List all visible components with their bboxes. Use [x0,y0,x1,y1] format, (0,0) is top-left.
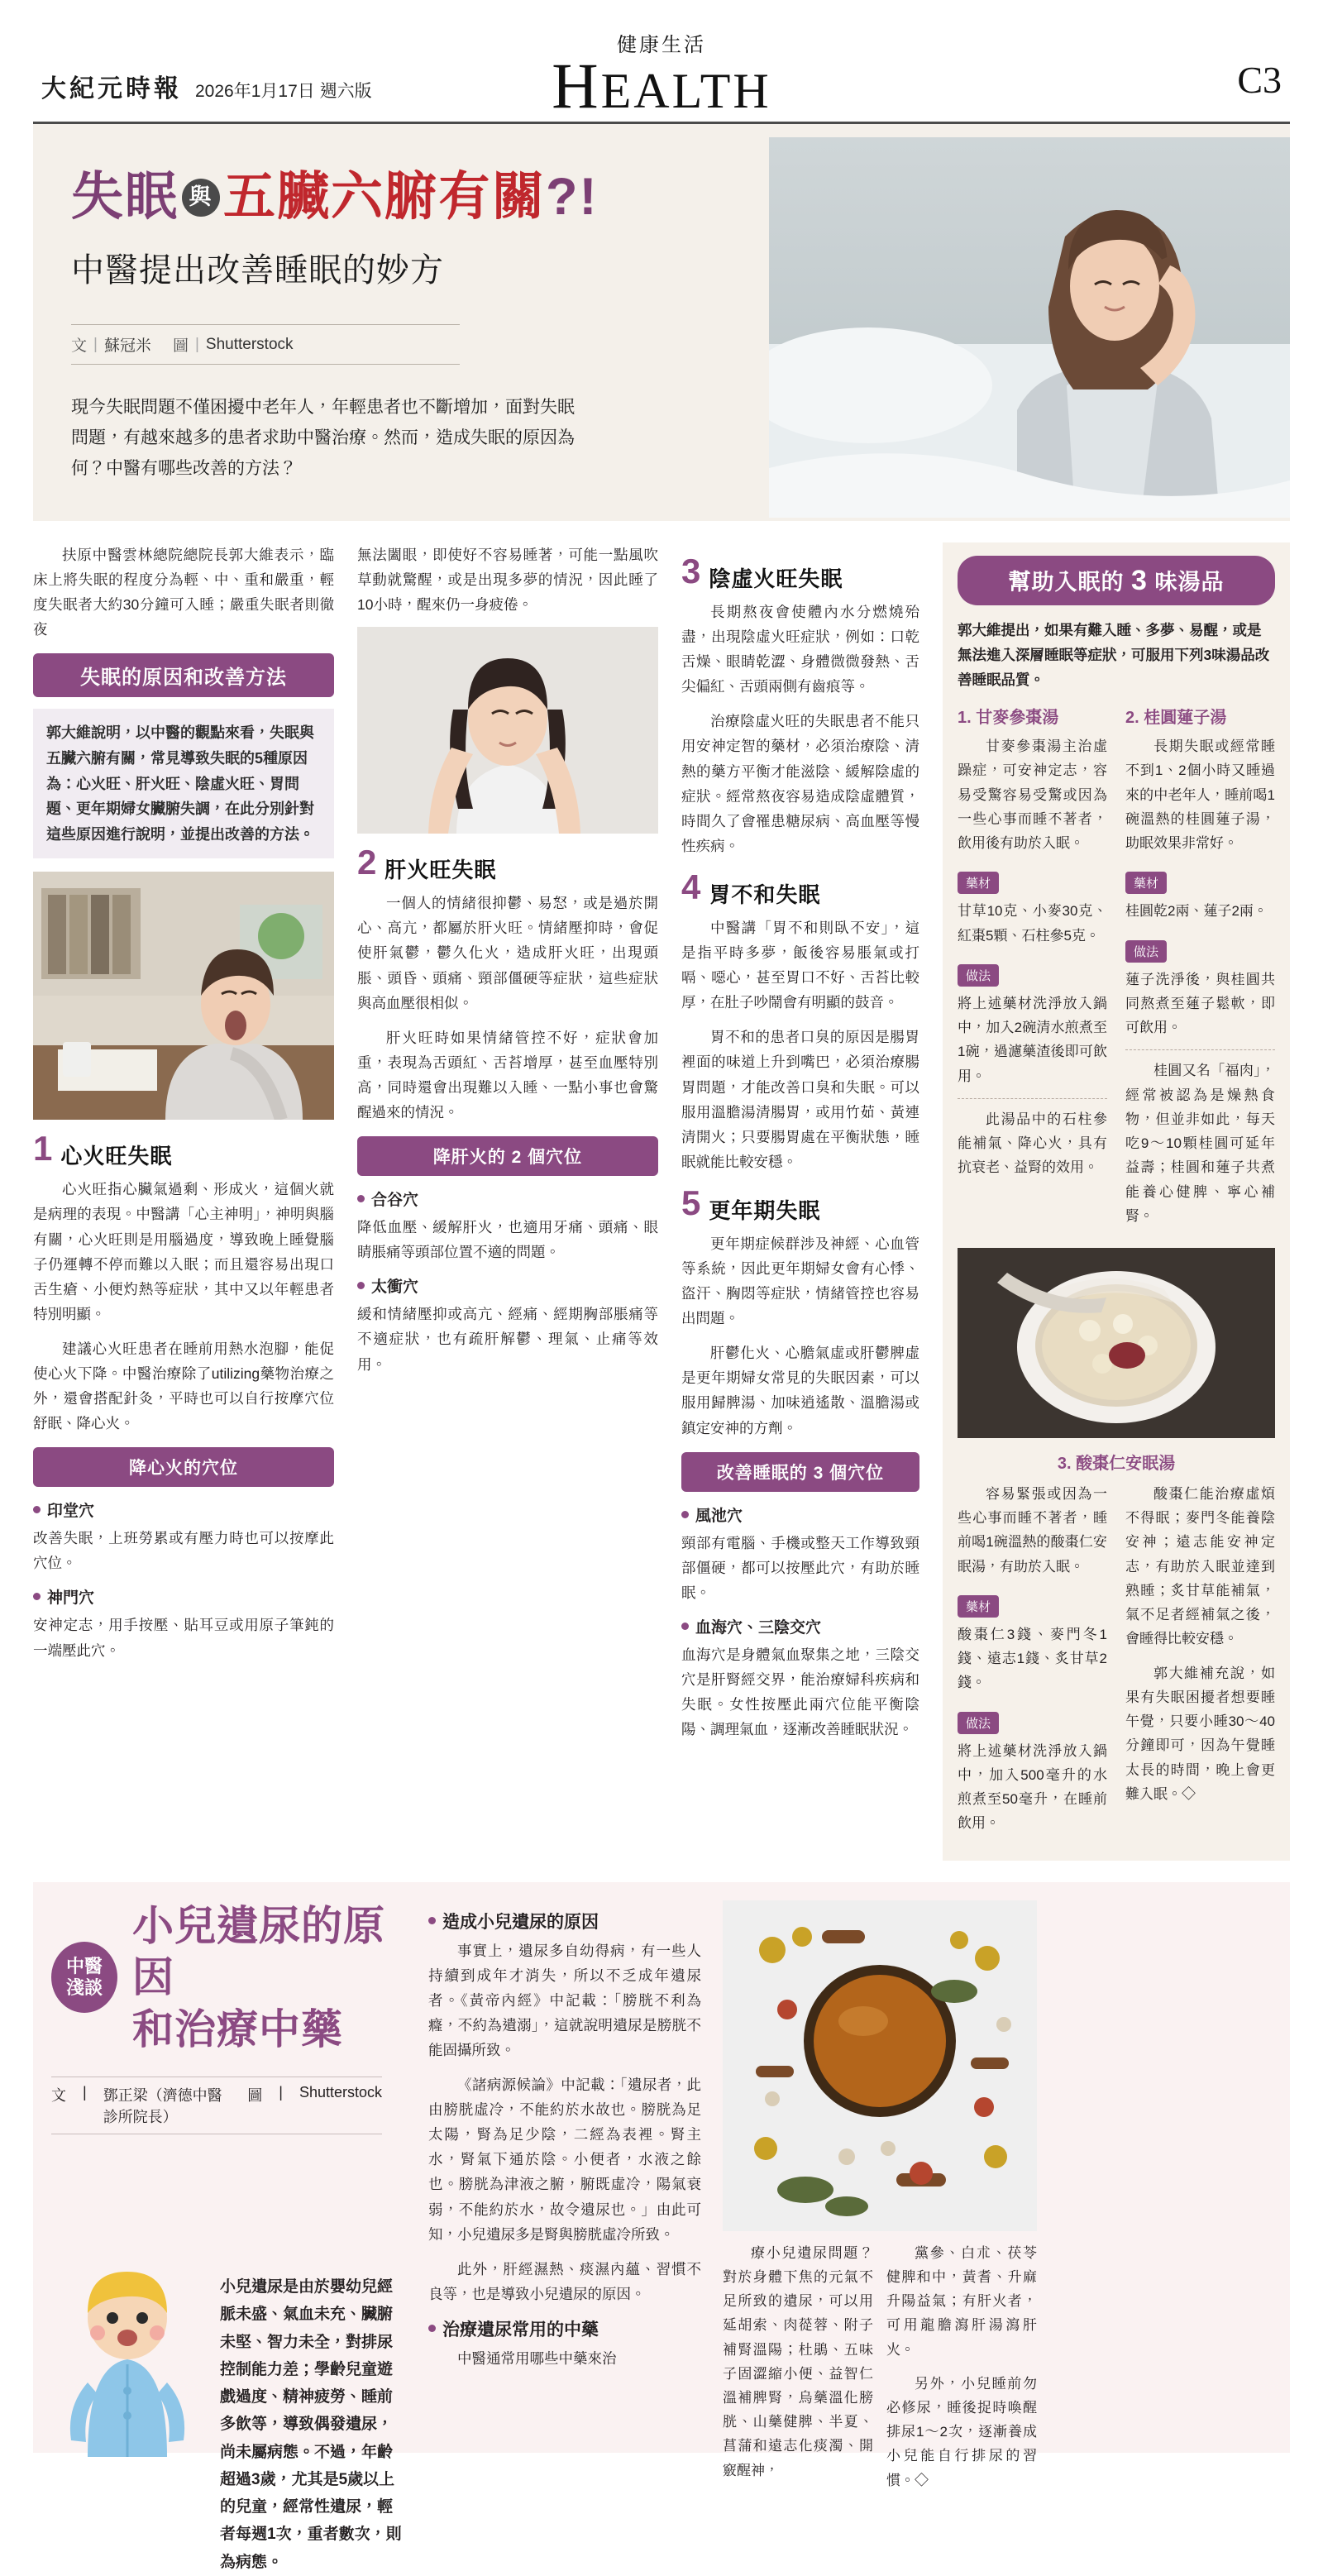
col1-photo-illustration [33,872,334,1120]
cause-5-number: 5 [681,1183,701,1222]
hero-headline-part1: 失眠 [71,168,179,226]
acupoint-heart-2-desc: 安神定志，用手按壓、貼耳豆或用原子筆鈍的一端壓此穴。 [33,1617,334,1659]
cause-item-2 [357,843,658,1376]
bottom-byline-divider-2: | [279,2084,283,2101]
soup-3-method-label: 做法 [958,1712,999,1734]
section-title-dropcap: H [552,50,601,122]
hero-banner [33,124,1290,521]
bottom-headline [132,1900,407,2056]
hero-headline-circle: 與 [182,179,220,217]
bottom-sec1-para-3: 此外，肝經濕熱、痰濕內蘊、習慣不良等，也是導致小兒遺尿的原因。 [428,2260,701,2302]
col2-photo-illustration [357,627,658,834]
bottom-photo-herbs [723,1900,1037,2231]
column-badge-line1: 中醫 [65,1955,103,1976]
kid-illustration-wrap [51,2258,208,2576]
bottom-right-para-2: 黨參、白朮、茯苓健脾和中，黃耆、升麻升陽益氣；有肝火者，可用龍膽瀉肝湯瀉肝火。 [886,2244,1037,2358]
bottom-article-mid [428,1900,701,2576]
acupoint-sleep-2-name: 血海穴、三陰交穴 [695,1618,822,1637]
page-number: C3 [1237,59,1282,101]
hero-byline [71,324,460,365]
acupoint-heart-1-name-row [33,1498,334,1521]
cause-3-para-2: 治療陰虛火旺的失眠患者不能只用安神定智的藥材，必須治療陰、清熱的藥方平衡才能滋陰、緩解陰虛的症狀。經常熬夜容易造成陰虛體質，時間久了會罹患糖尿病、高血壓等慢性疾病。 [681,713,919,854]
soup-3-right-para-1: 酸棗仁能治療虛煩不得眠；麥門冬能養陰安神；遠志能安神定志，有助於入眠並達到熟睡；炙甘草能補氣，氣不足者經補氣之後，會睡得比較安穩。 [1125,1486,1275,1647]
soup-item-3-left [958,1482,1107,1846]
acupoint-liver-2-name-row [357,1274,658,1297]
bullet-icon [357,1195,365,1202]
bottom-article-layout [51,1900,1272,2576]
masthead-left [41,68,372,104]
hero-photo-illustration [769,137,1290,518]
main-columns [33,542,1290,1861]
bottom-byline-text-label: 文 [51,2087,66,2105]
soup-3-ingredients-label: 藥材 [958,1595,999,1618]
cause-item-3 [681,552,919,858]
section-title-english [552,50,771,122]
acupoint-sleep-1-desc: 頸部有電腦、手機或整天工作導致頸部僵硬，都可以按壓此穴，有助於睡眠。 [681,1534,919,1601]
hero-headline-part2: 五臟六腑有關 [223,168,546,226]
byline-author-group [71,333,151,356]
cause-3-number: 3 [681,552,701,590]
cause-2-number: 2 [357,843,377,882]
col2-paragraph-top: 無法闔眼，即使好不容易睡著，可能一點風吹草動就驚醒，或是出現多夢的情況，因此睡了10小時，醒來仍一身疲倦。 [357,547,658,614]
bottom-byline-divider-1: | [83,2084,87,2101]
column-2 [357,542,658,1861]
soup-1-ingredients-label: 藥材 [958,872,999,894]
bottom-byline [51,2077,382,2134]
publication-logo: 大紀元時報 [41,75,182,103]
bullet-icon [681,1623,689,1630]
soup-3-method: 將上述藥材洗淨放入鍋中，加入500毫升的水煎煮至50毫升，在睡前飲用。 [958,1742,1107,1832]
section-heading-causes: 失眠的原因和改善方法 [33,653,334,697]
cause-2-title: 肝火旺失眠 [384,858,497,883]
soup-3-para: 容易緊張或因為一些心事而睡不著者，睡前喝1碗溫熱的酸棗仁安眠湯，有助於入眠。 [958,1486,1107,1575]
bottom-sec2-para: 中醫通常用哪些中藥來治 [457,2349,617,2367]
bottom-headline-line1: 小兒遺尿的原因 [131,1902,385,2001]
soup-3-ingredients: 酸棗仁3錢、麥門冬1錢、遠志1錢、炙甘草2錢。 [958,1626,1107,1691]
hero-text-block [71,169,642,485]
soup-1-title: 1. 甘麥參棗湯 [958,709,1059,728]
col1-photo-yawning-woman [33,872,334,1120]
soup-item-1 [958,704,1107,1238]
cause-4-title: 胃不和失眠 [709,882,821,907]
bottom-lead-paragraph: 小兒遺尿是由於嬰幼兒經脈未盛、氣血未充、臟腑未堅、智力未全，對排尿控制能力差；學齡兒童遊戲過度、精神疲勞、睡前多飲等，導致偶發遺尿，尚未屬病態。不過，年齡超過3歲，尤其是5歲以上的兒童，經常性遺尿，輕者每週1次，重者數次，則為病態。 [220,2278,402,2571]
acupoint-sleep-1-name-row [681,1503,919,1526]
bottom-right-col-2 [886,2241,1037,2502]
bullet-icon [33,1593,41,1600]
soup-panel-heading [958,556,1275,605]
hero-lead-paragraph: 現今失眠問題不僅困擾中老年人，年輕患者也不斷增加，面對失眠問題，有越來越多的患者求助中醫治療。然而，造成失眠的原因為何？中醫有哪些改善的方法？ [71,398,575,478]
cause-item-5 [681,1183,919,1441]
soup-1-note: 此湯品中的石柱參能補氣、降心火，具有抗衰老、益腎的效用。 [958,1111,1107,1176]
soup-3-right-para-2: 郭大維補充說，如果有失眠困擾者想要睡午覺，只要小睡30～40分鐘即可，因為午覺睡太長的時間，晚上會更難入眠。◇ [1125,1665,1275,1802]
publication-date: 2026年1月17日 週六版 [195,82,372,101]
cause-2-para-2: 肝火旺時如果情緒管控不好，症狀會加重，表現為舌頭紅、舌苔增厚，甚至血壓特別高，同時還會出現難以入睡、一點小事也會驚醒過來的情況。 [357,1029,658,1121]
byline-image-group [173,333,294,356]
cause-4-para-1: 中醫講「胃不和則臥不安」，這是指平時多夢，飯後容易脹氣或打嗝、噁心，甚至胃口不好、舌苔比較厚，在肚子吵鬧會有明顯的鼓音。 [681,919,919,1011]
bottom-section-1-heading-row [428,1909,701,1933]
byline-image-label: 圖 [172,337,189,356]
column-badge [51,1942,117,2013]
bottom-photo-illustration [723,1900,1037,2231]
cause-5-para-1: 更年期症候群涉及神經、心血管等系統，因此更年期婦女會有心悸、盜汗、胸悶等症狀，情緒管控也容易出問題。 [681,1235,919,1327]
bottom-article-left [51,1900,407,2576]
bottom-article-photo-col [723,1900,1037,2576]
soup-heading-number: 3 [1131,565,1148,596]
cause-5-para-2: 肝鬱化火、心膽氣虛或肝鬱脾虛是更年期婦女常見的失眠因素，可以服用歸脾湯、加味逍遙散、溫膽湯或鎮定安神的方劑。 [681,1345,919,1436]
soup-1-ingredients: 甘草10克、小麥30克、紅棗5顆、石柱參5克。 [958,903,1107,944]
section-title-rest: EALTH [600,64,771,118]
acupoint-sleep-2-desc: 血海穴是身體氣血聚集之地，三陰交穴是肝腎經交界，能治療婦科疾病和失眠。女性按壓此兩穴位能平衡陰陽、調理氣血，逐漸改善睡眠狀況。 [681,1646,919,1738]
cause-5-title: 更年期失眠 [709,1197,821,1223]
acupoint-liver-1-name-row [357,1188,658,1210]
cause-2-para-1: 一個人的情緒很抑鬱、易怒，或是過於開心、高亢，都屬於肝火旺。情緒壓抑時，會促使肝氣鬱，鬱久化火，造成肝火旺，出現頭脹、頭昏、頭痛、頸部僵硬等症狀，這些症狀與高血壓很相似。 [357,895,658,1011]
acupoint-heart-2-name: 神門穴 [47,1589,95,1608]
bottom-byline-image-credit: Shutterstock [299,2084,382,2101]
bottom-byline-author: 鄧正梁（濟德中醫診所院長） [103,2087,222,2126]
column-1 [33,542,334,1861]
soup-2-para: 長期失眠或經常睡不到1、2個小時又睡過來的中老年人，睡前喝1碗溫熱的桂圓蓮子湯，助眠效果非常好。 [1125,738,1275,852]
acupoint-heart-1-desc: 改善失眠，上班勞累或有壓力時也可以按摩此穴位。 [33,1530,334,1572]
cause-1-para-2: 建議心火旺患者在睡前用熱水泡腳，能促使心火下降。中醫治療除了utilizing藥物治療之外，還會搭配針灸，平時也可以自行按摩穴位舒眠、降心火。 [33,1340,334,1432]
soup-2-method-label: 做法 [1125,940,1167,963]
bullet-icon [33,1506,41,1513]
cause-2-heading [357,843,658,884]
acupoint-sleep-1-name: 風池穴 [695,1507,743,1525]
hero-headline [71,169,642,226]
acupoint-heading-heart: 降心火的穴位 [33,1447,334,1487]
hero-photo [769,137,1290,518]
causes-lead-box: 郭大維說明，以中醫的觀點來看，失眠與五臟六腑有關，常見導致失眠的5種原因為：心火旺、肝火旺、陰虛火旺、胃問題、更年期婦女臟腑失調，在此分別針對這些原因進行說明，並提出改善的方法。 [33,709,334,858]
bottom-article [33,1882,1290,2571]
acupoint-heading-liver: 降肝火的 2 個穴位 [357,1136,658,1176]
bottom-section-2-heading-row [428,2316,701,2341]
boy-illustration-icon [51,2258,204,2457]
bottom-lead-row [51,2258,407,2576]
column-badge-line2: 淺談 [65,1977,103,1999]
bottom-right-para-3: 另外，小兒睡前勿必修尿，睡後捉時喚醒排尿1～2次，逐漸養成小兒能自行排尿的習慣。◇ [886,2375,1037,2488]
bullet-icon [428,1917,436,1924]
acupoint-liver-1-name: 合谷穴 [371,1192,419,1210]
section-title-chinese: 健康生活 [616,34,706,56]
cause-item-1 [33,1129,334,1662]
soup-2-ingredients-label: 藥材 [1125,872,1167,894]
byline-divider-1: | [93,335,98,353]
soup-item-3-right [1125,1482,1275,1846]
soup-1-para: 甘麥參棗湯主治虛躁症，可安神定志，容易受驚容易受驚或因為一些心事而睡不著者，飲用後有助於入眠。 [958,738,1107,852]
bottom-headline-line2: 和治療中藥 [131,2005,343,2053]
soup-1-method-label: 做法 [958,964,999,987]
bullet-icon [428,2325,436,2332]
byline-divider-2: | [194,335,199,353]
col2-photo-woman-face [357,627,658,834]
byline-image-credit: Shutterstock [205,335,294,353]
bullet-icon [357,1282,365,1289]
soup-photo-illustration [958,1248,1275,1438]
bottom-byline-image-label: 圖 [247,2087,263,2105]
bottom-right-col-1 [723,2241,873,2502]
soup-2-divider [1125,1049,1275,1050]
soup-2-title: 2. 桂圓蓮子湯 [1125,709,1227,728]
soup-2-method: 蓮子洗淨後，與桂圓共同熬煮至蓮子鬆軟，即可飲用。 [1125,971,1275,1036]
cause-1-number: 1 [33,1129,53,1169]
cause-5-heading [681,1183,919,1225]
cause-3-para-1: 長期熬夜會使體內水分燃燒殆盡，出現陰虛火旺症狀，例如：口乾舌燥、眼睛乾澀、身體微微發熱、舌尖偏紅、舌頭兩側有齒痕等。 [681,604,919,695]
acupoint-heading-sleep: 改善睡眠的 3 個穴位 [681,1452,919,1492]
cause-4-para-2: 胃不和的患者口臭的原因是腸胃裡面的味道上升到嘴巴，必須治療腸胃問題，才能改善口臭和失眠。可以服用溫膽湯清腸胃，或用竹茹、黃連清開火；只要腸胃處在平衡狀態，睡眠就能比較安穩。 [681,1029,919,1170]
acupoint-sleep-2-name-row [681,1615,919,1637]
column-4-soup-panel [943,542,1290,1861]
byline-text-label: 文 [71,337,88,356]
soup-3-title: 3. 酸棗仁安眠湯 [1057,1455,1176,1473]
col1-paragraph-1: 扶原中醫雲林總院總院長郭大維表示，臨床上將失眠的程度分為輕、中、重和嚴重，輕度失眠者大約30分鐘可入睡；嚴重失眠者則徹夜 [33,547,334,638]
hero-subheadline: 中醫提出改善睡眠的妙方 [71,252,444,289]
bottom-sec1-para-1: 事實上，遺尿多自幼得病，有一些人持續到成年才消失，所以不乏成年遺尿者。《黃帝內經》中記載：「膀胱不利為癃，不約為遺溺」，這就說明遺尿是膀胱不能固攝所致。 [428,1942,701,2058]
soup-two-columns [958,704,1275,1238]
soup-heading-pre: 幫助入眠的 [1008,570,1125,595]
cause-3-heading [681,552,919,593]
section-title [552,28,771,122]
soup-item-3-columns [958,1482,1275,1846]
masthead [33,0,1290,124]
hero-headline-part3: ?! [546,168,599,226]
cause-3-title: 陰虛火旺失眠 [709,566,843,591]
column-3 [681,542,919,1861]
soup-item-2 [1125,704,1275,1238]
cause-1-heading [33,1129,334,1170]
bottom-title-row [51,1900,407,2056]
acupoint-heart-2-name-row [33,1585,334,1608]
acupoint-liver-2-name: 太衝穴 [371,1278,419,1297]
bottom-section-2-heading: 治療遺尿常用的中藥 [442,2320,599,2339]
soup-1-method: 將上述藥材洗淨放入鍋中，加入2碗清水煎煮至1碗，過濾藥渣後即可飲用。 [958,995,1107,1084]
cause-1-para-1: 心火旺指心臟氣過剩、形成火，這個火就是病理的表現。中醫講「心主神明」，神明與腦有關，心火旺則是用腦過度，導致晚上睡覺腦子仍運轉不停而難以入眠；而且還容易出現口舌生瘡、小便灼熱等症狀，其中又以年輕患者特別明顯。 [33,1181,334,1322]
acupoint-heart-1-name: 印堂穴 [47,1503,95,1521]
bottom-right-paragraphs [723,2241,1037,2502]
soup-intro: 郭大維提出，如果有難入睡、多夢、易醒，或是無法進入深層睡眠等症狀，可服用下列3味湯品改善睡眠品質。 [958,622,1270,688]
soup-1-divider [958,1098,1107,1099]
soup-photo-bowl [958,1248,1275,1438]
soup-heading-post: 味湯品 [1154,570,1225,595]
soup-panel [943,542,1290,1861]
cause-1-title: 心火旺失眠 [60,1144,173,1169]
bottom-sec1-para-2: 《諸病源候論》中記載：「遺尿者，此由膀胱虛冷，不能約於水故也。膀胱為足太陽，腎為足少陰，二經為表裡。腎主水，腎氣下通於陰。小便者，水液之餘也。膀胱為津液之腑，腑既虛冷，陽氣衰弱，不能約於水，故令遺尿也。」由此可知，小兒遺尿多是腎與膀胱虛冷所致。 [428,2077,701,2243]
cause-4-heading [681,867,919,909]
soup-2-ingredients: 桂圓乾2兩、蓮子2兩。 [1125,903,1268,920]
byline-author: 蘇冠米 [103,337,151,356]
acupoint-liver-1-desc: 降低血壓、緩解肝火，也適用牙痛、頭痛、眼睛脹痛等頭部位置不適的問題。 [357,1219,658,1261]
bottom-section-1-heading: 造成小兒遺尿的原因 [442,1912,599,1932]
cause-item-4 [681,867,919,1174]
acupoint-liver-2-desc: 緩和情緒壓抑或高亢、經痛、經期胸部脹痛等不適症狀，也有疏肝解鬱、理氣、止痛等效用。 [357,1306,658,1373]
bottom-right-para-1: 療小兒遺尿問題？對於身體下焦的元氣不足所致的遺尿，可以用延胡索、肉蓯蓉、附子補腎溫陽；杜鵑、五味子固澀縮小便、益智仁溫補脾腎，烏藥溫化膀胱、山藥健脾、半夏、菖蒲和遠志化痰濁、開竅醒神， [723,2244,873,2478]
bullet-icon [681,1511,689,1518]
soup-2-note: 桂圓又名「福肉」，經常被認為是燥熱食物，但並非如此，每天吃9～10顆桂圓可延年益壽；桂圓和蓮子共煮能養心健脾、寧心補腎。 [1125,1063,1275,1224]
cause-4-number: 4 [681,867,701,906]
